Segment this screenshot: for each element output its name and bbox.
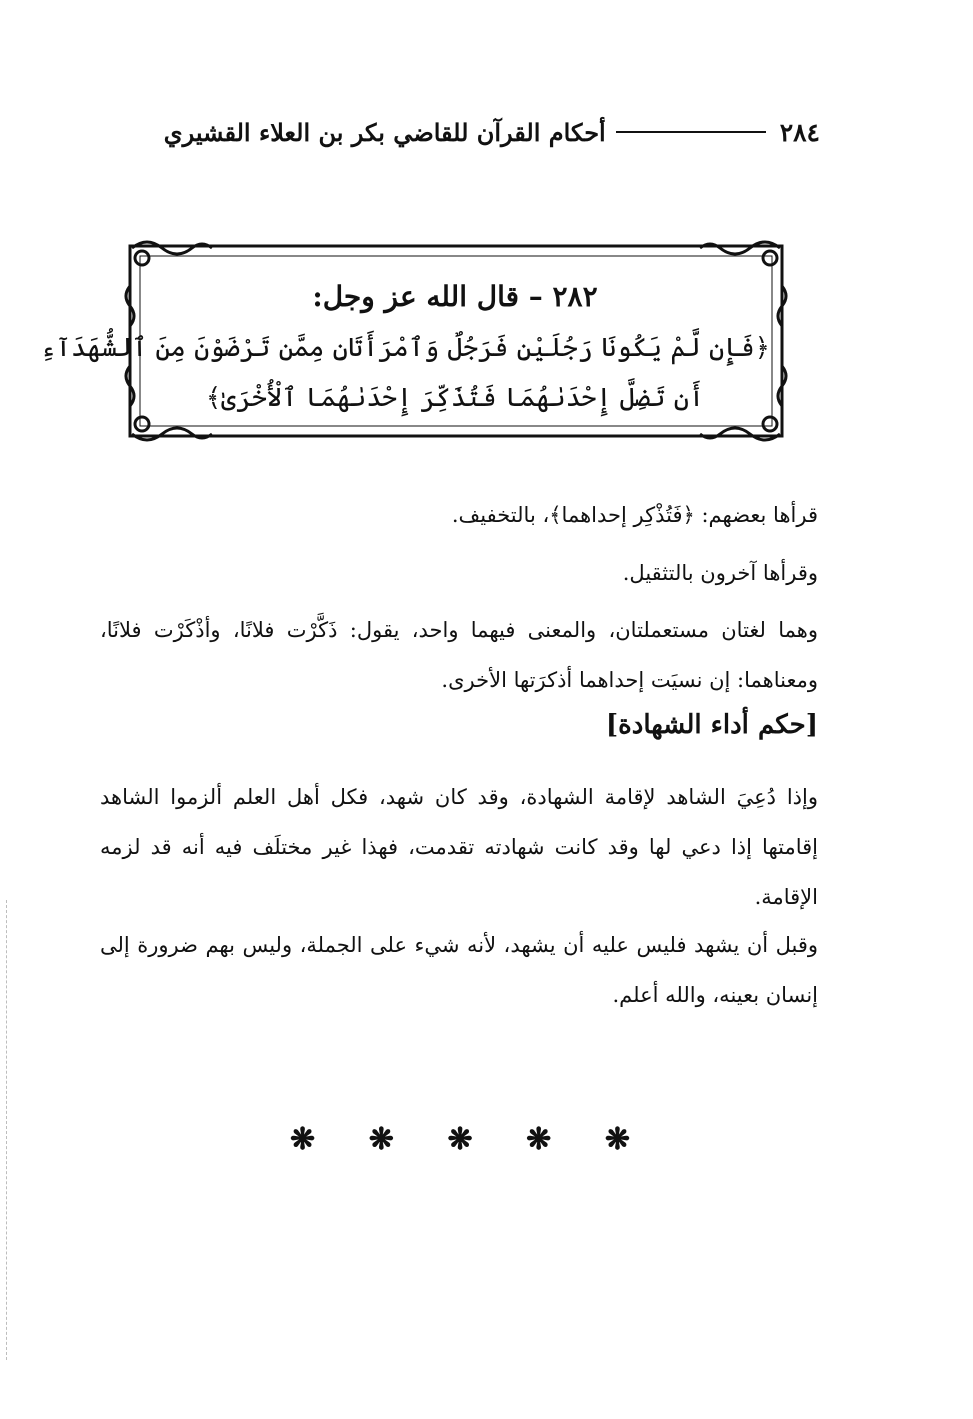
separator-star-icon: ❋ bbox=[368, 1122, 394, 1157]
running-header bbox=[95, 112, 820, 152]
section-separator bbox=[290, 1122, 630, 1157]
verse-heading: ٢٨٢ – قال الله عز وجل: bbox=[312, 280, 598, 313]
separator-star-icon: ❋ bbox=[290, 1122, 316, 1157]
scan-margin-marks bbox=[6, 900, 9, 1360]
section-heading: [حكم أداء الشهادة] bbox=[605, 710, 818, 740]
header-rule bbox=[616, 131, 766, 133]
separator-star-icon: ❋ bbox=[447, 1122, 473, 1157]
separator-star-icon: ❋ bbox=[526, 1122, 552, 1157]
paragraph-reading-1: قرأها بعضهم: ﴿فَتُذْكِر إحداهما﴾، بالتخفيف. bbox=[451, 503, 818, 527]
separator-star-icon: ❋ bbox=[604, 1122, 630, 1157]
quran-verse-line-2: أَن تَضِلَّ إِحْدَىٰهُمَا فَتُذَكِّرَ إِحْدَىٰهُمَا ٱلْأُخْرَىٰ﴾ bbox=[205, 383, 705, 413]
quran-verse-line-1: ﴿فَإِن لَّمْ يَكُونَا رَجُلَيْنِ فَرَجُلٌ وَٱمْرَأَتَانِ مِمَّن تَرْضَوْنَ مِنَ ٱلشُّهَدَآءِ bbox=[40, 333, 770, 363]
page-number: ٢٨٤ bbox=[779, 117, 820, 147]
book-title: أحكام القرآن للقاضي بكر بن العلاء القشيري bbox=[163, 117, 606, 147]
paragraph-testimony-1: وإذا دُعِيَ الشاهد لإقامة الشهادة، وقد كان شهد، فكل أهل العلم ألزموا الشاهد إقامتها إذا دعي لها وقد كانت شهادته تقدمت، فهذا غير مختلَف فيه أنه قد لزمه الإقامة. bbox=[100, 785, 818, 909]
paragraph-testimony-2: وقبل أن يشهد فليس عليه أن يشهد، لأنه شيء على الجملة، وليس بهم ضرورة إلى إنسان بعينه، والله أعلم. bbox=[100, 933, 818, 1007]
paragraph-meaning: وهما لغتان مستعملتان، والمعنى فيهما واحد، يقول: ذَكَّرْت فلانًا، وأذْكَرْت فلانًا، ومعناهما: إن نسيَت إحداهما أذكرَتها الأخرى. bbox=[100, 618, 818, 692]
paragraph-reading-2: وقرأها آخرون بالتثقيل. bbox=[622, 561, 818, 585]
